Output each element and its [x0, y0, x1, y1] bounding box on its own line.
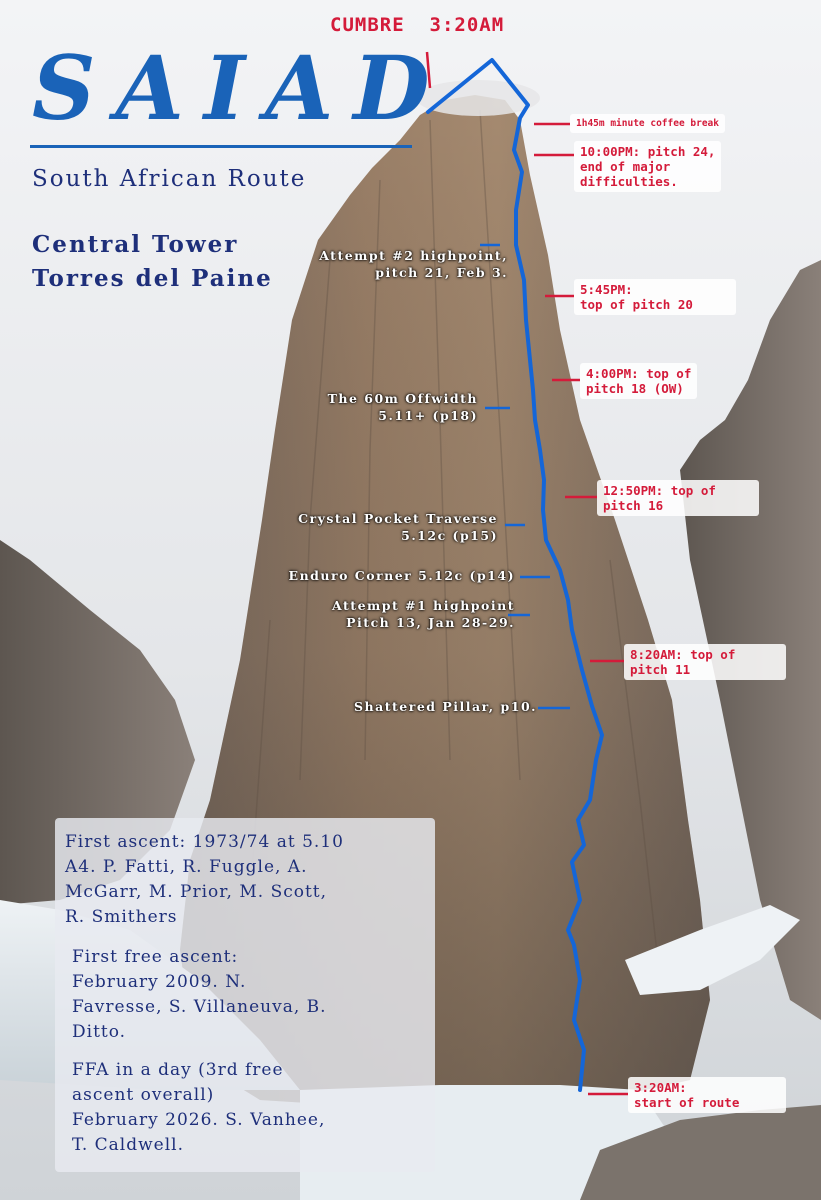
- time-545pm: 5:45PM: top of pitch 20: [574, 279, 736, 315]
- note-offwidth: The 60m Offwidth 5.11+ (p18): [327, 391, 478, 423]
- right-tower: [680, 260, 821, 1020]
- route-title: SAIAD: [32, 36, 450, 140]
- ffa-in-a-day-text: FFA in a day (3rd free ascent overall) February 2026. S. Vanhee, T. Caldwell.: [72, 1060, 326, 1155]
- time-400pm: 4:00PM: top of pitch 18 (OW): [580, 363, 697, 399]
- note-attempt1-highpoint: Attempt #1 highpoint Pitch 13, Jan 28-29.: [332, 598, 515, 630]
- route-subtitle: South African Route: [32, 166, 307, 192]
- location-line-1: Central Tower: [32, 231, 239, 258]
- time-coffee-break: 1h45m minute coffee break: [570, 114, 725, 133]
- note-attempt2-highpoint: Attempt #2 highpoint, pitch 21, Feb 3.: [319, 248, 508, 280]
- note-shattered-pillar: Shattered Pillar, p10.: [354, 699, 537, 714]
- time-320am-start: 3:20AM: start of route: [628, 1077, 786, 1113]
- title-underline: [30, 145, 412, 148]
- time-1250pm: 12:50PM: top of pitch 16: [597, 480, 759, 516]
- first-ascent-text: First ascent: 1973/74 at 5.10 A4. P. Fatti, R. Fuggle, A. McGarr, M. Prior, M. Scott, R. Smithers: [65, 832, 344, 927]
- note-crystal-pocket-traverse: Crystal Pocket Traverse 5.12c (p15): [298, 511, 498, 543]
- time-820am: 8:20AM: top of pitch 11: [624, 644, 786, 680]
- note-enduro-corner: Enduro Corner 5.12c (p14): [288, 568, 515, 583]
- location-line-2: Torres del Paine: [32, 265, 273, 292]
- time-1000pm: 10:00PM: pitch 24, end of major difficulties.: [574, 141, 721, 192]
- first-free-ascent-text: First free ascent: February 2009. N. Favresse, S. Villaneuva, B. Ditto.: [72, 947, 327, 1042]
- summit-time-label: CUMBRE 3:20AM: [330, 14, 505, 36]
